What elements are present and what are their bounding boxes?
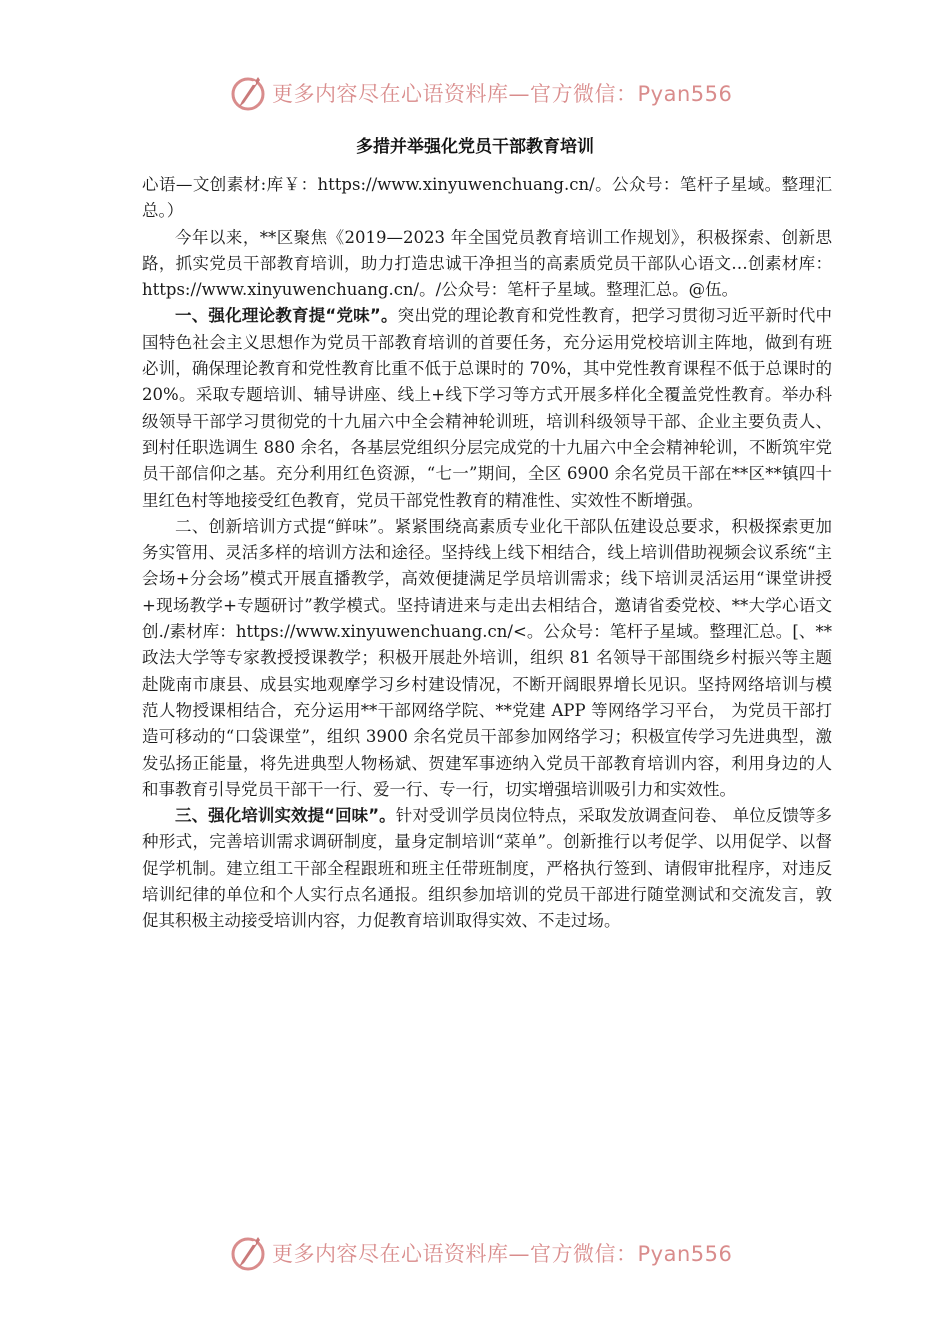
section-paragraph xyxy=(142,803,832,934)
section-heading: 二、创新培训方式提“鲜味”。 xyxy=(175,516,395,536)
section-body: 针对受训学员岗位特点，采取发放调查问卷、 单位反馈等多种形式，完善培训需求调研制度，量身定制培训“菜单”。创新推行以考促学、以用促学、以督促学机制。建立组工干部全程跟班和班主任带班制度，严格执行签到、请假审批程序，对违反培训纪律的单位和个人实行点名通报。组织参加培训的党员干部进行随堂测试和交流发言，敦促其积极主动接受培训内容，力促教育培训取得实效、不走过场。 xyxy=(142,806,832,931)
section-body: 突出党的理论教育和党性教育，把学习贯彻习近平新时代中国特色社会主义思想作为党员干部教育培训的首要任务，充分运用党校培训主阵地，做到有班必训，确保理论教育和党性教育比重不低于总课时的 70%，其中党性教育课程不低于总课时的 20%。采取专题培训、辅导讲座、线上+线下学习等方式开展多样化全覆盖党性教育。举办科级领导干部学习贯彻党的十九届六中全会精神轮训班，培训科级领导干部、企业主要负责人、到村任职选调生 880 余名，各基层党组织分层完成党的十九届六中全会精神轮训，不断筑牢党员干部信仰之基。充分利用红色资源，“七一”期间，全区 6900 余名党员干部在**区**镇四十里红色村等地接受红色教育，党员干部党性教育的精准性、实效性不断增强。 xyxy=(142,306,832,510)
section-heading: 三、强化培训实效提“回味”。 xyxy=(175,806,396,826)
section-paragraph xyxy=(142,514,832,803)
pen-ring-logo-icon xyxy=(228,1233,268,1273)
watermark-text: 更多内容尽在心语资料库—官方微信：Pyan556 xyxy=(272,1242,733,1266)
watermark-banner-bottom xyxy=(228,1233,732,1273)
page-title: 多措并举强化党员干部教育培训 xyxy=(356,137,594,157)
document-body xyxy=(142,172,832,935)
pen-ring-logo-icon xyxy=(228,73,268,113)
watermark-banner-top xyxy=(228,73,732,113)
section-heading: 一、强化理论教育提“党味”。 xyxy=(175,306,398,326)
section-paragraph xyxy=(142,303,832,513)
section-body: 紧紧围绕高素质专业化干部队伍建设总要求，积极探索更加务实管用、灵活多样的培训方法和途径。坚持线上线下相结合，线上培训借助视频会议系统“主会场+分会场”模式开展直播教学，高效便捷满足学员培训需求；线下培训灵活运用“课堂讲授+现场教学+专题研讨”教学模式。坚持请进来与走出去相结合，邀请省委党校、**大学心语文创./素材库：https://www.xinyuwenchuang.cn/<。公众号：笔杆子星域。整理汇总。[、**政法大学等专家教授授课教学；积极开展赴外培训，组织 81 名领导干部围绕乡村振兴等主题赴陇南市康县、成县实地观摩学习乡村建设情况，不断开阔眼界增长见识。坚持网络培训与模范人物授课相结合，充分运用**干部网络学院、**党建 APP 等网络学习平台， 为党员干部打造可移动的“口袋课堂”，组织 3900 余名党员干部参加网络学习；积极宣传学习先进典型，激发弘扬正能量，将先进典型人物杨斌、贺建军事迹纳入党员干部教育培训内容，利用身边的人和事教育引导党员干部干一行、爱一行、专一行，切实增强培训吸引力和实效性。 xyxy=(142,516,833,799)
source-note: 心语—文创素材:库￥：https://www.xinyuwenchuang.cn/。公众号：笔杆子星域。整理汇总。） xyxy=(142,175,832,221)
intro-paragraph: 今年以来，**区聚焦《2019—2023 年全国党员教育培训工作规划》，积极探索、创新思路，抓实党员干部教育培训，助力打造忠诚干净担当的高素质党员干部队心语文…创素材库：https://www.xinyuwenchuang.cn/。/公众号：笔杆子星域。整理汇总。@伍。 xyxy=(142,227,832,300)
watermark-text: 更多内容尽在心语资料库—官方微信：Pyan556 xyxy=(272,82,733,106)
